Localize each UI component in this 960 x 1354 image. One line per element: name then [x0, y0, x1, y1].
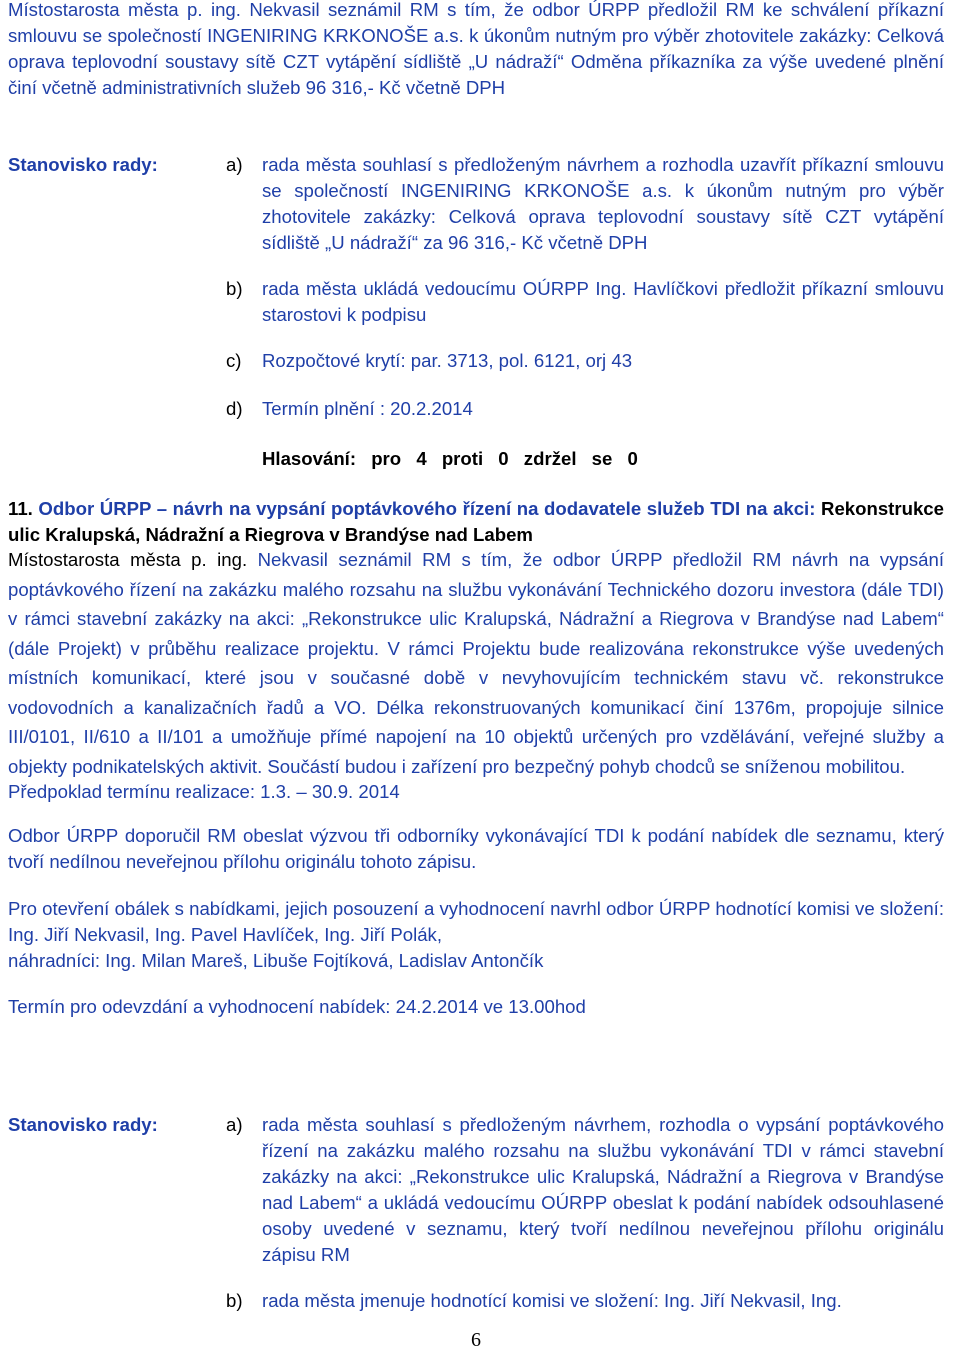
resolution-2-item-b-text: rada města jmenuje hodnotící komisi ve složení: Ing. Jiří Nekvasil, Ing. — [262, 1290, 842, 1311]
resolution-item-d: d) Termín plnění : 20.2.2014 — [226, 396, 944, 422]
section-11 — [8, 496, 944, 1020]
vote-result: Hlasování: pro 4 proti 0 zdržel se 0 — [262, 448, 638, 469]
resolution-item-b-text: rada města ukládá vedoucímu OÚRPP Ing. Havlíčkovi předložit příkazní smlouvu starostovi k podpisu — [262, 278, 944, 325]
resolution-2-item-a: a) rada města souhlasí s předloženým návrhem, rozhodla o vypsání poptávkového řízení na zakázku malého rozsahu na službu vykonávání TDI v rámci stavební zakázky na akci: „Rekonstrukce ulic Kralupská, Nádražní a Riegrova v Brandýse nad Labem“ a ukládá vedoucímu OÚRPP obeslat k podání nabídek odsouhlasené osoby uvedené v seznamu, který tvoří nedílnou neveřejnou přílohu originálu zápisu RM — [226, 1112, 944, 1268]
section-11-heading: 11. Odbor ÚRPP – návrh na vypsání poptávkového řízení na dodavatele služeb TDI na akci: Rekonstrukce ulic Kralupská, Nádražní a Riegrova v Brandýse nad Labem — [8, 498, 944, 545]
section-11-paragraph-recommendation: Odbor ÚRPP doporučil RM obeslat výzvou tři odborníky vykonávající TDI k podání nabídek dle seznamu, který tvoří nedílnou neveřejnou přílohu originálu tohoto zápisu. — [8, 825, 944, 872]
resolution-label: Stanovisko rady: — [8, 154, 158, 175]
resolution-item-a-text: rada města souhlasí s předloženým návrhem a rozhodla uzavřít příkazní smlouvu se společností INGENIRING KRKONOŠE a.s. k úkonům nutným pro výběr zhotovitele zakázky: Celková oprava teplovodní soustavy sítě CZT vytápění sídliště „U nádraží“ za 96 316,- Kč včetně DPH — [262, 154, 944, 253]
section-11-substitutes: náhradníci: Ing. Milan Mareš, Libuše Fojtíková, Ladislav Antončík — [8, 950, 544, 971]
section-11-deadline: Termín pro odevzdání a vyhodnocení nabídek: 24.2.2014 ve 13.00hod — [8, 996, 586, 1017]
resolution-item-c-text: Rozpočtové krytí: par. 3713, pol. 6121, orj 43 — [262, 350, 633, 371]
section-11-schedule: Předpoklad termínu realizace: 1.3. – 30.9. 2014 — [8, 781, 400, 802]
resolution-item-b: b) rada města ukládá vedoucímu OÚRPP Ing. Havlíčkovi předložit příkazní smlouvu starostovi k podpisu — [226, 276, 944, 328]
resolution-2-item-b: b) rada města jmenuje hodnotící komisi ve složení: Ing. Jiří Nekvasil, Ing. — [226, 1288, 944, 1314]
resolution-item-c: c) Rozpočtové krytí: par. 3713, pol. 6121, orj 43 — [226, 348, 944, 374]
resolution-2-item-a-text: rada města souhlasí s předloženým návrhem, rozhodla o vypsání poptávkového řízení na zakázku malého rozsahu na službu vykonávání TDI v rámci stavební zakázky na akci: „Rekonstrukce ulic Kralupská, Nádražní a Riegrova v Brandýse nad Labem“ a ukládá vedoucímu OÚRPP obeslat k podání nabídek odsouhlasené osoby uvedené v seznamu, který tvoří nedílnou neveřejnou přílohu originálu zápisu RM — [262, 1114, 944, 1265]
section-11-commission: Pro otevření obálek s nabídkami, jejich posouzení a vyhodnocení navrhl odbor ÚRPP hodnotící komisi ve složení: Ing. Jiří Nekvasil, Ing. Pavel Havlíček, Ing. Jiří Polák, — [8, 898, 944, 945]
intro-paragraph: Místostarosta města p. ing. Nekvasil seznámil RM s tím, že odbor ÚRPP předložil RM ke schválení příkazní smlouvu se společností INGENIRING KRKONOŠE a.s. k úkonům nutným pro výběr zhotovitele zakázky: Celková oprava teplovodní soustavy sítě CZT vytápění sídliště „U nádraží“ Odměna příkazníka za výše uvedené plnění činí včetně administrativních služeb 96 316,- Kč včetně DPH — [8, 0, 944, 98]
resolution-item-a: a) rada města souhlasí s předloženým návrhem a rozhodla uzavřít příkazní smlouvu se společností INGENIRING KRKONOŠE a.s. k úkonům nutným pro výběr zhotovitele zakázky: Celková oprava teplovodní soustavy sítě CZT vytápění sídliště „U nádraží“ za 96 316,- Kč včetně DPH — [226, 152, 944, 256]
section-11-paragraph-1: Místostarosta města p. ing. Nekvasil seznámil RM s tím, že odbor ÚRPP předložil RM návrh na vypsání poptávkového řízení na zakázku malého rozsahu na službu vykonávání Technického dozoru investora (dále TDI) v rámci stavební zakázky na akci: „Rekonstrukce ulic Kralupská, Nádražní a Riegrova v Brandýse nad Labem“ (dále Projekt) v průběhu realizace projektu. V rámci Projektu bude realizována rekonstrukce výše uvedených místních komunikací, které jsou v současné době v nevyhovujícím technickém stavu vč. rekonstrukce vodovodních a kanalizačních řadů a VO. Délka rekonstruovaných komunikací činí 1376m, propojuje silnice III/0101, II/610 a II/101 a umožňuje přímé napojení na 10 objektů určených pro vzdělávání, veřejné služby a objekty podnikatelských aktivit. Součástí budou i zařízení pro bezpečný pohyb chodců se sníženou mobilitou. — [8, 549, 944, 777]
page-number: 6 — [471, 1329, 481, 1351]
resolution-item-d-text: Termín plnění : 20.2.2014 — [262, 398, 473, 419]
resolution-label: Stanovisko rady: — [8, 1114, 158, 1135]
